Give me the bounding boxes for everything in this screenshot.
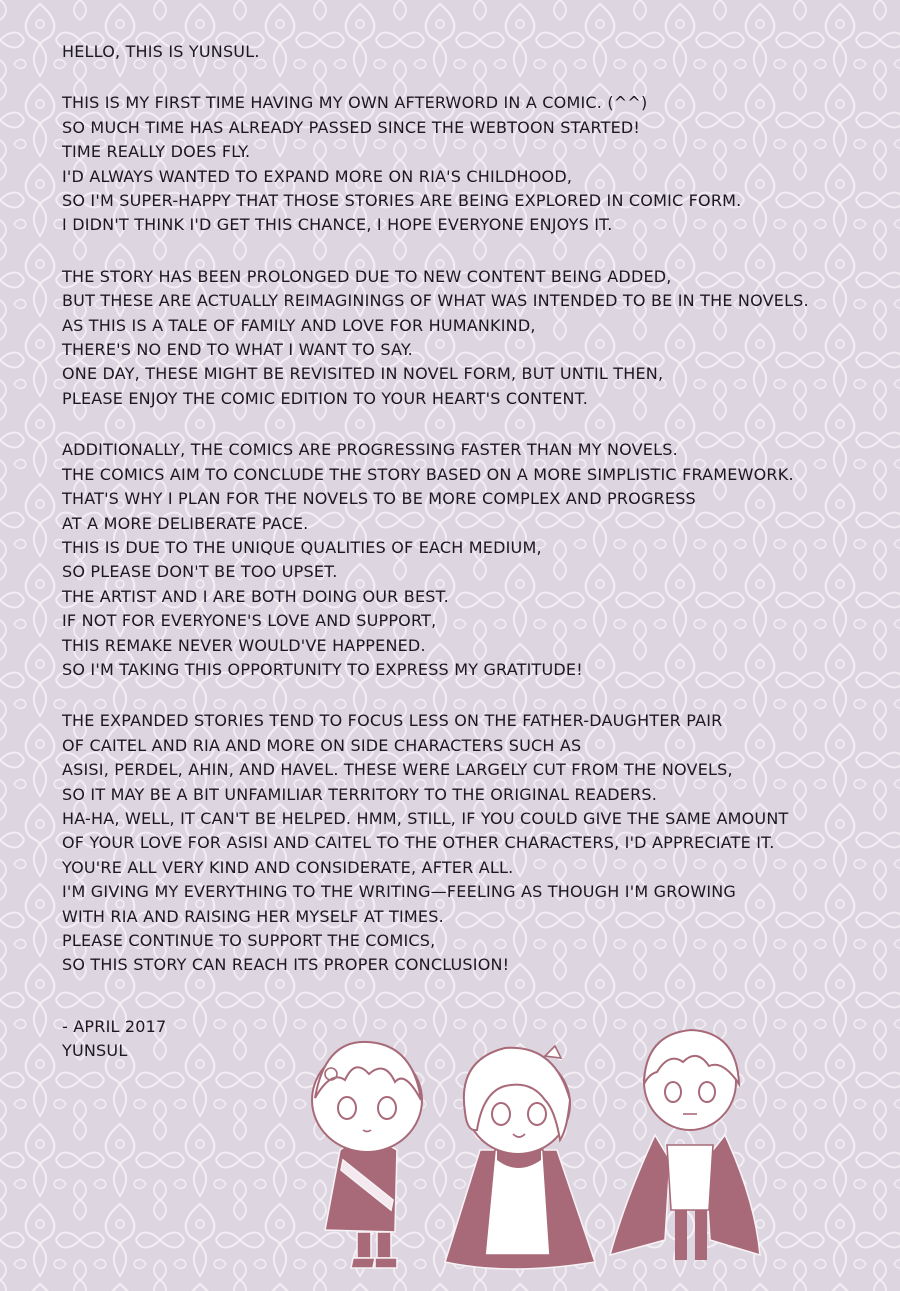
text-line: OF YOUR LOVE FOR ASISI AND CAITEL TO THE OTHER CHARACTERS, I'D APPRECIATE IT. — [62, 833, 775, 853]
text-line: ASISI, PERDEL, AHIN, AND HAVEL. THESE WERE LARGELY CUT FROM THE NOVELS, — [62, 760, 733, 780]
text-line: SO MUCH TIME HAS ALREADY PASSED SINCE THE WEBTOON STARTED! — [62, 117, 641, 137]
text-line: I'D ALWAYS WANTED TO EXPAND MORE ON RIA'S CHILDHOOD, — [62, 166, 573, 186]
text-line: THE ARTIST AND I ARE BOTH DOING OUR BEST. — [62, 586, 449, 606]
chibi-boy-icon — [312, 1042, 422, 1268]
text-line: TIME REALLY DOES FLY. — [62, 142, 251, 162]
text-line: SO I'M SUPER-HAPPY THAT THOSE STORIES ARE BEING EXPLORED IN COMIC FORM. — [62, 191, 742, 211]
text-line: PLEASE ENJOY THE COMIC EDITION TO YOUR HEART'S CONTENT. — [62, 388, 589, 408]
text-line: THE COMICS AIM TO CONCLUDE THE STORY BASED ON A MORE SIMPLISTIC FRAMEWORK. — [62, 464, 794, 484]
text-line: ADDITIONALLY, THE COMICS ARE PROGRESSING FASTER THAN MY NOVELS. — [62, 440, 678, 460]
paragraph-story-prolonged — [62, 265, 862, 411]
paragraph-expanded-stories — [62, 709, 862, 977]
text-line: OF CAITEL AND RIA AND MORE ON SIDE CHARACTERS SUCH AS — [62, 735, 582, 755]
signoff-author: YUNSUL — [62, 1041, 128, 1061]
text-line: THE STORY HAS BEEN PROLONGED DUE TO NEW CONTENT BEING ADDED, — [62, 266, 672, 286]
signoff-date: - APRIL 2017 — [62, 1017, 167, 1036]
text-line: THERE'S NO END TO WHAT I WANT TO SAY. — [62, 340, 413, 360]
text-line: IF NOT FOR EVERYONE'S LOVE AND SUPPORT, — [62, 611, 437, 631]
paragraph-comics-progress — [62, 438, 862, 682]
text-line: THE EXPANDED STORIES TEND TO FOCUS LESS ON THE FATHER-DAUGHTER PAIR — [62, 711, 723, 731]
paragraph-first-afterword — [62, 91, 862, 237]
text-line: AT A MORE DELIBERATE PACE. — [62, 513, 309, 533]
paragraph-greeting — [62, 40, 862, 64]
text-line: HA-HA, WELL, IT CAN'T BE HELPED. HMM, STILL, IF YOU COULD GIVE THE SAME AMOUNT — [62, 808, 789, 828]
signoff — [62, 1015, 166, 1064]
text-line: SO I'M TAKING THIS OPPORTUNITY TO EXPRESS MY GRATITUDE! — [62, 659, 583, 679]
text-line: SO PLEASE DON'T BE TOO UPSET. — [62, 562, 338, 582]
text-line: WITH RIA AND RAISING HER MYSELF AT TIMES. — [62, 906, 444, 926]
text-line: PLEASE CONTINUE TO SUPPORT THE COMICS, — [62, 931, 436, 950]
text-line: I DIDN'T THINK I'D GET THIS CHANCE, I HOPE EVERYONE ENJOYS IT. — [62, 215, 613, 235]
text-line: ONE DAY, THESE MIGHT BE REVISITED IN NOVEL FORM, BUT UNTIL THEN, — [62, 364, 664, 384]
text-line: HELLO, THIS IS YUNSUL. — [62, 42, 260, 61]
text-line: BUT THESE ARE ACTUALLY REIMAGININGS OF WHAT WAS INTENDED TO BE IN THE NOVELS. — [62, 291, 809, 311]
text-line: YOU'RE ALL VERY KIND AND CONSIDERATE, AFTER ALL. — [62, 857, 514, 877]
chibi-illustration — [305, 1000, 775, 1291]
chibi-caped-man-icon — [610, 1030, 760, 1260]
text-line: AS THIS IS A TALE OF FAMILY AND LOVE FOR HUMANKIND, — [62, 315, 536, 335]
chibi-girl-icon — [445, 1046, 595, 1269]
text-line: I'M GIVING MY EVERYTHING TO THE WRITING—FEELING AS THOUGH I'M GROWING — [62, 882, 737, 902]
text-line: SO IT MAY BE A BIT UNFAMILIAR TERRITORY TO THE ORIGINAL READERS. — [62, 784, 658, 804]
text-line: SO THIS STORY CAN REACH ITS PROPER CONCLUSION! — [62, 955, 510, 975]
text-line: THIS IS MY FIRST TIME HAVING MY OWN AFTERWORD IN A COMIC. (^^) — [62, 93, 648, 113]
afterword-body — [62, 40, 862, 1005]
text-line: THIS IS DUE TO THE UNIQUE QUALITIES OF EACH MEDIUM, — [62, 537, 542, 557]
text-line: THAT'S WHY I PLAN FOR THE NOVELS TO BE MORE COMPLEX AND PROGRESS — [62, 489, 696, 509]
text-line: THIS REMAKE NEVER WOULD'VE HAPPENED. — [62, 635, 426, 655]
